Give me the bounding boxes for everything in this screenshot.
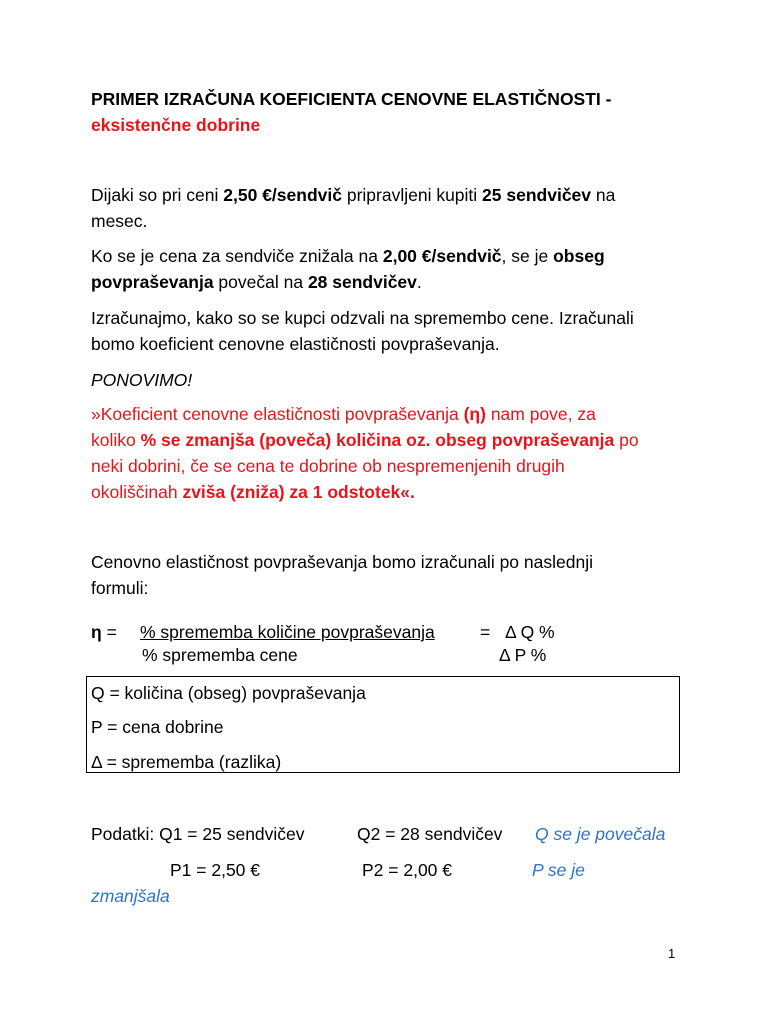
formula-numerator: % sprememba količine povpraševanja [140,622,435,642]
paragraph-1-line-2: mesec. [91,211,148,231]
paragraph-3-line-2: bomo koeficient cenovne elastičnosti povpraševanja. [91,334,500,354]
formula-rhs-denominator: Δ P % [499,645,547,665]
title-line-1: PRIMER IZRAČUNA KOEFICIENTA CENOVNE ELASTIČNOSTI - [91,89,612,109]
note-p-decreased-1: P se je [532,860,585,880]
formula-denominator: % sprememba cene [142,645,298,665]
paragraph-1-line-1: Dijaki so pri ceni 2,50 €/sendvič pripravljeni kupiti 25 sendvičev na [91,185,616,205]
definition-line-3: neki dobrini, če se cena te dobrine ob nespremenjenih drugih [91,456,565,476]
legend-item-delta: Δ = sprememba (razlika) [91,752,282,772]
legend-item-p: P = cena dobrine [91,717,224,737]
data-q1: Podatki: Q1 = 25 sendvičev [91,824,305,844]
definition-line-1: »Koeficient cenovne elastičnosti povpraševanja (η) nam pove, za [91,404,596,424]
paragraph-2-line-1: Ko se je cena za sendviče znižala na 2,00 €/sendvič, se je obseg [91,246,605,266]
data-p2: P2 = 2,00 € [362,860,453,880]
formula-equals: = [480,622,491,642]
legend-item-q: Q = količina (obseg) povpraševanja [91,683,366,703]
formula-intro-line-2: formuli: [91,578,149,598]
note-p-decreased-2: zmanjšala [91,886,170,906]
formula-intro-line-1: Cenovno elastičnost povpraševanja bomo izračunali po naslednji [91,552,593,572]
paragraph-2-line-2: povpraševanja povečal na 28 sendvičev. [91,272,422,292]
definition-line-2: koliko % se zmanjša (poveča) količina oz. obseg povpraševanja po [91,430,639,450]
page-number: 1 [668,946,676,961]
formula-eta: η = [91,622,117,642]
title-line-2: eksistenčne dobrine [91,115,261,135]
definition-line-4: okoliščinah zviša (zniža) za 1 odstotek«. [91,482,415,502]
note-q-increased: Q se je povečala [535,824,666,844]
data-q2: Q2 = 28 sendvičev [357,824,503,844]
formula-rhs-numerator: Δ Q % [505,622,555,642]
paragraph-3-line-1: Izračunajmo, kako so se kupci odzvali na spremembo cene. Izračunali [91,308,634,328]
data-p1: P1 = 2,50 € [170,860,261,880]
ponovimo-heading: PONOVIMO! [91,370,193,390]
